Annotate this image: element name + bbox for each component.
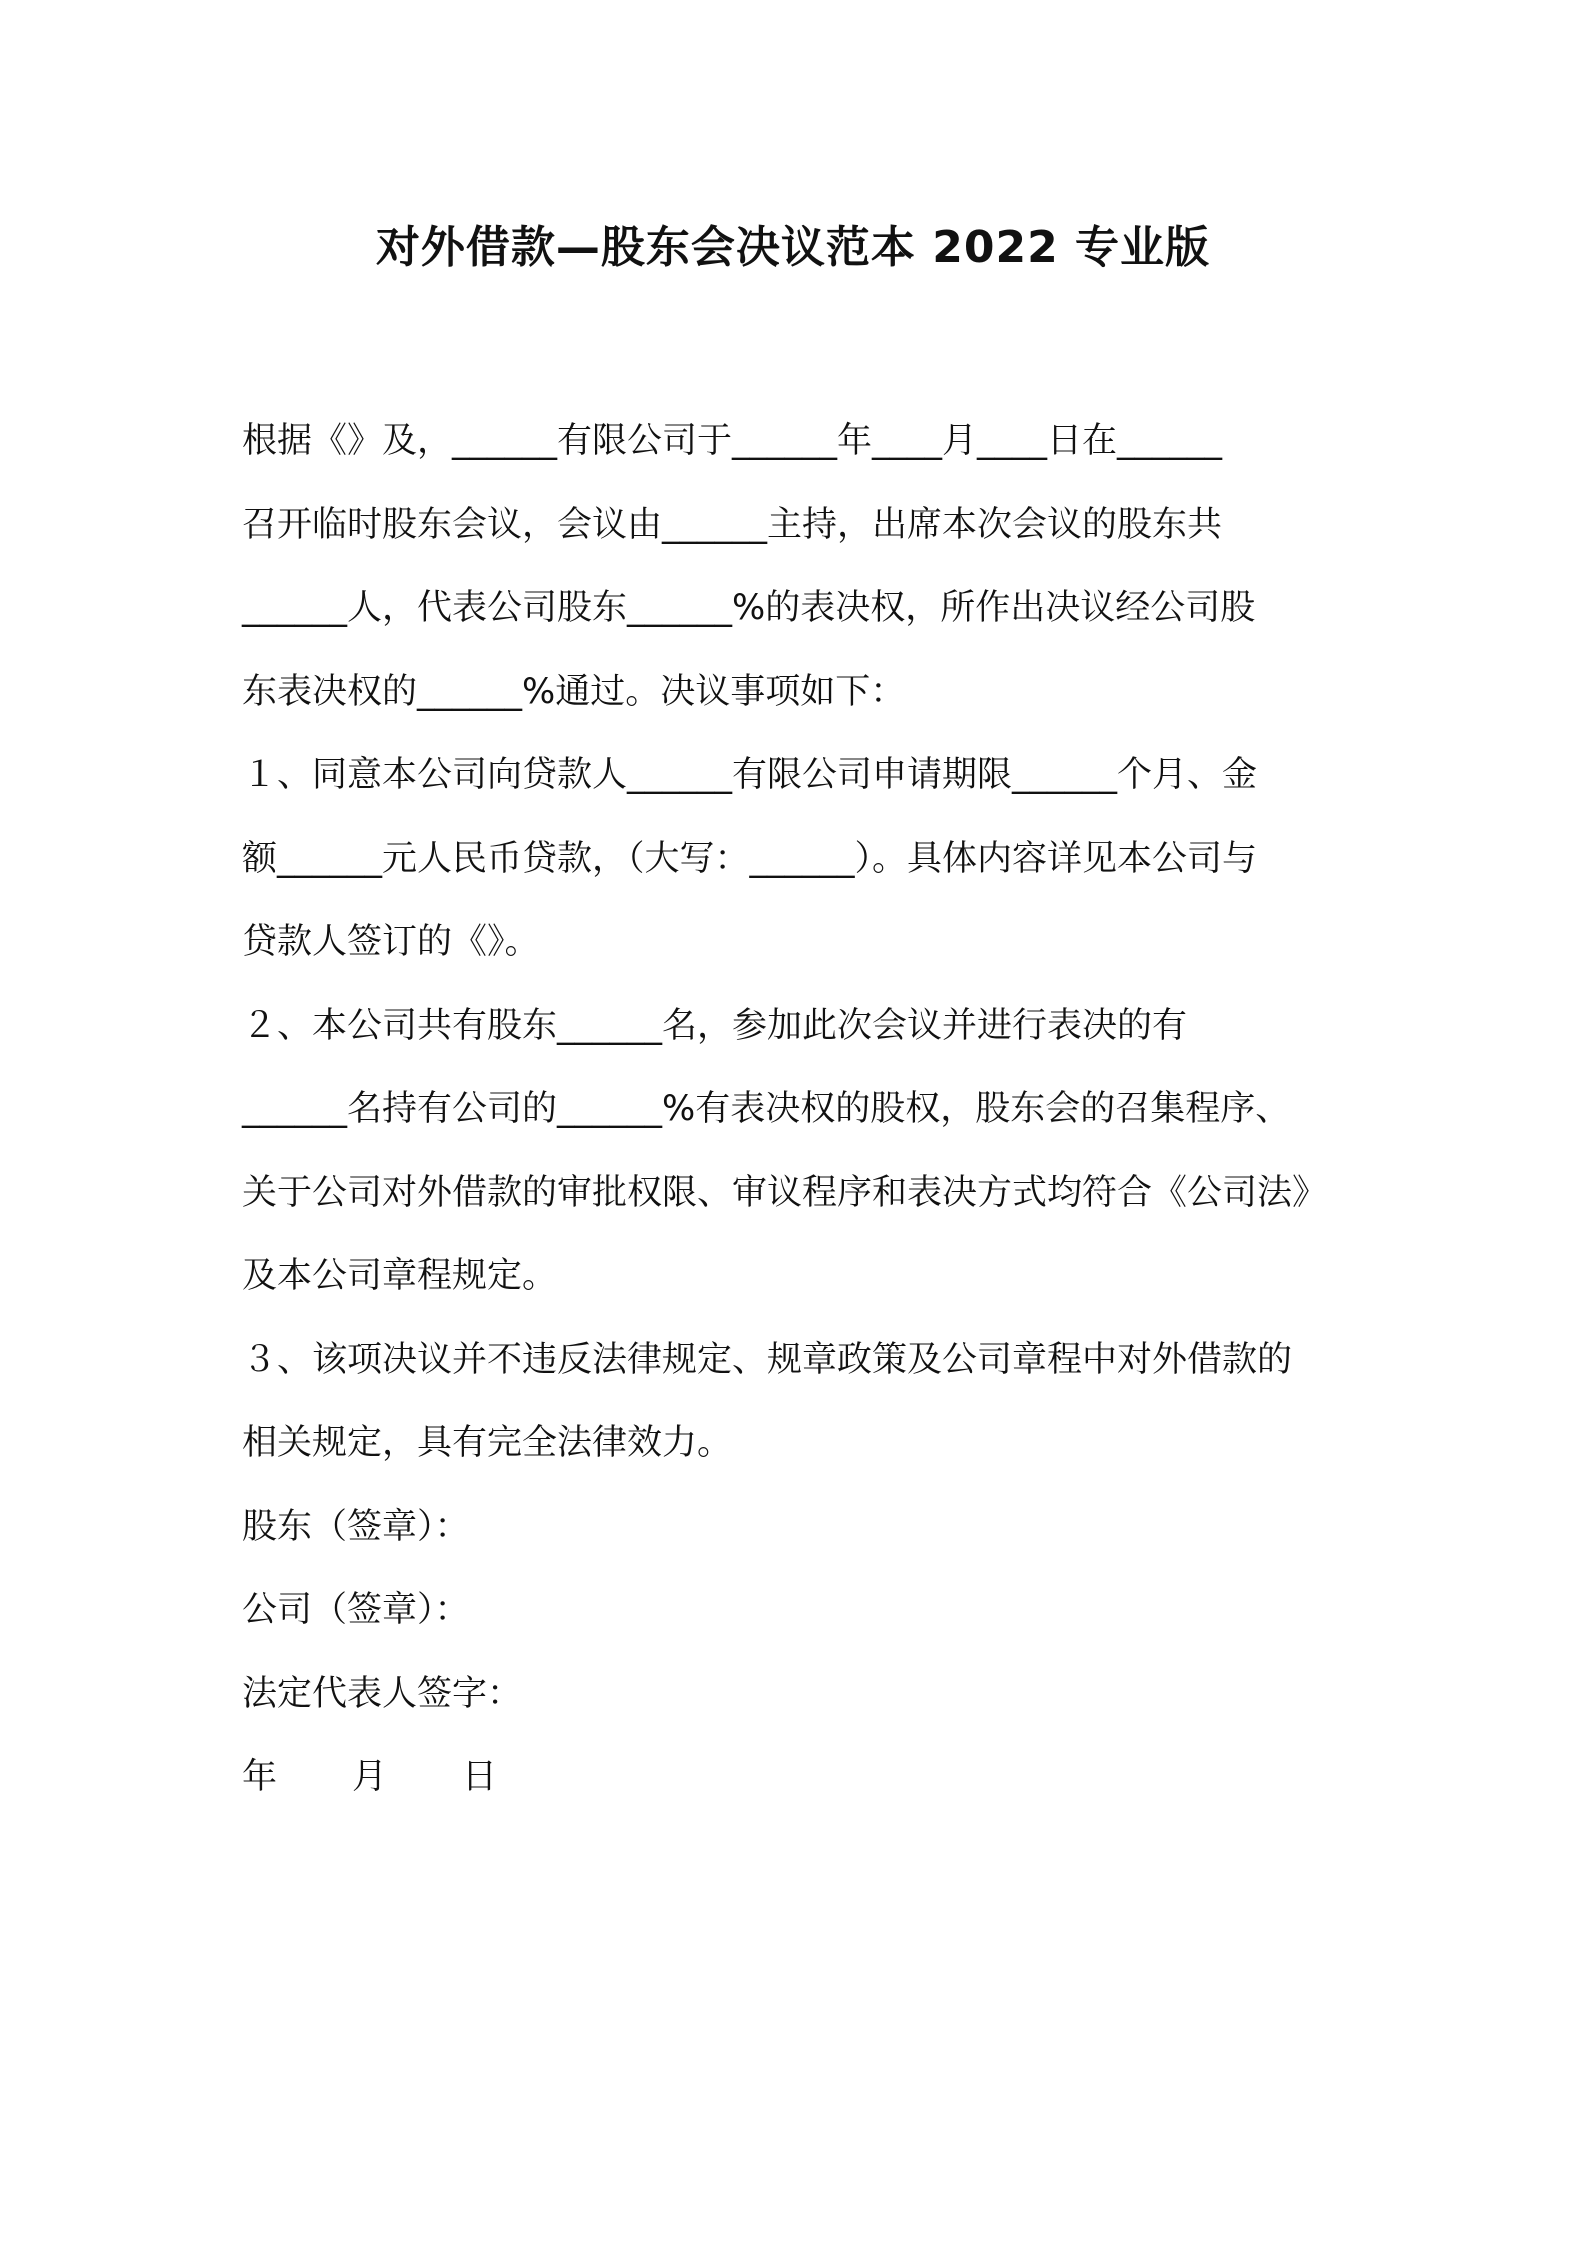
resolution-item-2: ２、本公司共有股东______名，参加此次会议并进行表决的有 [242, 1005, 1188, 1046]
body-line: ______人，代表公司股东______%的表决权，所作出决议经公司股 [242, 588, 1256, 628]
date-day-label: 日 [462, 1757, 498, 1797]
shareholder-signature-label: 股东（签章）： [242, 1506, 470, 1547]
date-year-label: 年 [242, 1757, 278, 1797]
body-line: 贷款人签订的《》。 [242, 922, 540, 962]
resolution-item-3: ３、该项决议并不违反法律规定、规章政策及公司章程中对外借款的 [242, 1339, 1293, 1380]
body-line: 关于公司对外借款的审批权限、审议程序和表决方式均符合《公司法》 [242, 1172, 1328, 1213]
legal-representative-signature-label: 法定代表人签字： [242, 1673, 523, 1714]
body-line: 额______元人民币贷款，（大写：______）。具体内容详见本公司与 [242, 838, 1258, 879]
body-line: ______名持有公司的______%有表决权的股权，股东会的召集程序、 [242, 1089, 1291, 1129]
resolution-item-1: １、同意本公司向贷款人______有限公司申请期限______个月、金 [242, 755, 1258, 795]
company-seal-label: 公司（签章）： [242, 1590, 470, 1630]
document-title: 对外借款—股东会决议范本 2022 专业版 [375, 222, 1211, 273]
body-line: 及本公司章程规定。 [242, 1256, 558, 1296]
body-line: 相关规定，具有完全法律效力。 [242, 1423, 733, 1463]
date-line [242, 1736, 1362, 1820]
body-line: 东表决权的______%通过。决议事项如下： [242, 671, 906, 712]
body-line: 根据《》及，______有限公司于______年____月____日在______ [242, 421, 1223, 461]
body-line: 召开临时股东会议，会议由______主持，出席本次会议的股东共 [242, 504, 1223, 545]
date-month-label: 月 [352, 1757, 388, 1797]
document-body [242, 400, 1362, 1820]
